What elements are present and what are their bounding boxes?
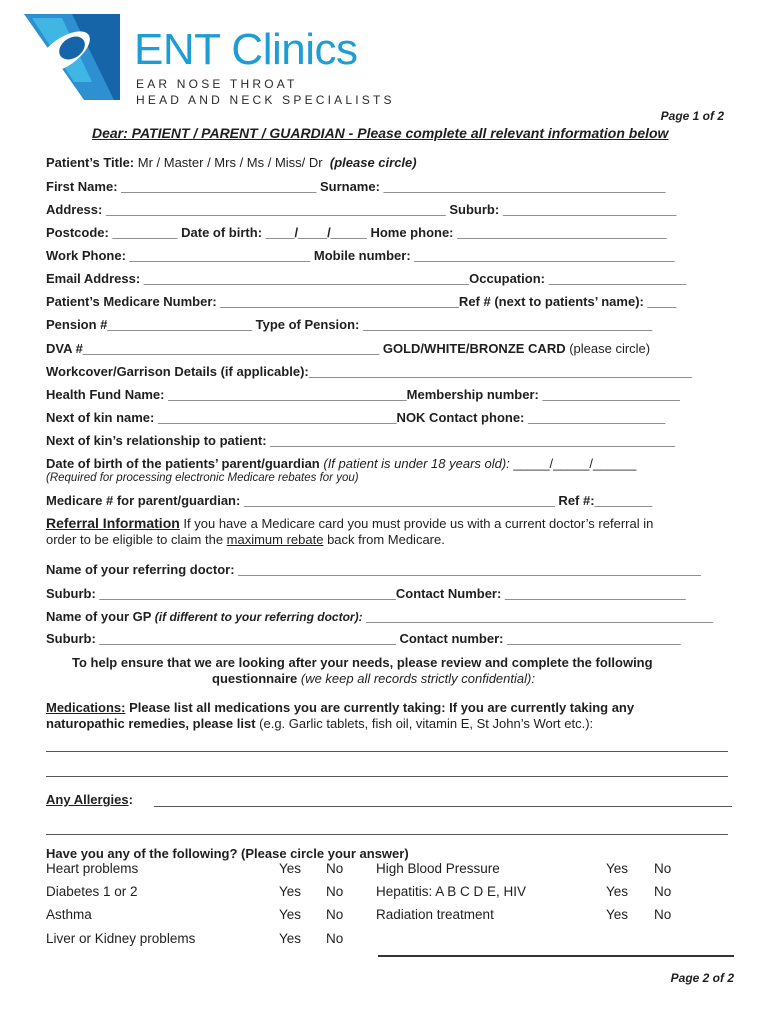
asthma-no-option[interactable]: No xyxy=(326,907,344,922)
email-field-row[interactable]: Email Address: _____________________________________________Occupation: ___________________ xyxy=(46,271,686,286)
heart-yes-option[interactable]: Yes xyxy=(279,861,302,876)
medicare-field-row[interactable]: Patient’s Medicare Number: _________________________________Ref # (next to patients’ name): ____ xyxy=(46,294,677,309)
heart-no-option[interactable]: No xyxy=(326,861,344,876)
radiation-yes-option[interactable]: Yes xyxy=(606,907,629,922)
allergies-title: Any Allergies xyxy=(46,792,129,807)
medications-prompt-1 xyxy=(46,700,634,715)
kin-relationship-field-row[interactable]: Next of kin’s relationship to patient: ________________________________________________________ xyxy=(46,433,676,448)
form-heading: Dear: PATIENT / PARENT / GUARDIAN - Please complete all relevant information below xyxy=(92,125,669,141)
medications-text: naturopathic remedies, please list xyxy=(46,716,256,731)
field-options: Mr / Master / Mrs / Ms / Miss/ Dr xyxy=(134,155,323,170)
field-note: (please circle) xyxy=(565,341,651,356)
condition-heart: Heart problems xyxy=(46,861,139,876)
medications-text: Please list all medications you are currently taking xyxy=(125,700,442,715)
diabetes-no-option[interactable]: No xyxy=(326,884,344,899)
referral-text: back from Medicare. xyxy=(323,532,445,547)
referral-intro xyxy=(46,515,653,531)
dva-field-row[interactable] xyxy=(46,341,650,356)
gp-suburb-field[interactable]: Suburb: _________________________________________ Contact number: ________________________ xyxy=(46,631,681,646)
conditions-title: Have you any of the following? (Please circle your answer) xyxy=(46,846,409,861)
field-label: DVA #_________________________________________ GOLD/WHITE/BRONZE CARD xyxy=(46,341,566,356)
medications-text: : If you are currently taking any xyxy=(441,700,635,715)
allergies-colon: : xyxy=(128,792,133,807)
page-number-bottom: Page 2 of 2 xyxy=(670,971,734,985)
intro-note: (we keep all records strictly confidential): xyxy=(297,671,535,686)
asthma-yes-option[interactable]: Yes xyxy=(279,907,302,922)
workcover-field-row[interactable]: Workcover/Garrison Details (if applicable):_____________________________________________________ xyxy=(46,364,692,379)
phone-field-row[interactable]: Work Phone: _________________________ Mobile number: ____________________________________ xyxy=(46,248,675,263)
field-label: Name of your GP xyxy=(46,609,152,624)
medications-answer-line[interactable] xyxy=(46,751,728,752)
medications-title: Medications: xyxy=(46,700,126,715)
blood-pressure-yes-option[interactable]: Yes xyxy=(606,861,629,876)
next-of-kin-field-row[interactable]: Next of kin name: _________________________________NOK Contact phone: ___________________ xyxy=(46,410,666,425)
brand-name: ENT Clinics xyxy=(134,25,358,74)
hepatitis-no-option[interactable]: No xyxy=(654,884,672,899)
postcode-dob-field-row[interactable]: Postcode: _________ Date of birth: ____/____/_____ Home phone: _____________________________ xyxy=(46,225,667,240)
field-label: Date of birth of the patients’ parent/guardian xyxy=(46,456,320,471)
field-label: Patient’s Title: xyxy=(46,155,135,170)
doctor-suburb-field[interactable]: Suburb: _________________________________________Contact Number: _________________________ xyxy=(46,586,686,601)
allergies-answer-line[interactable] xyxy=(154,806,732,807)
referring-doctor-field[interactable]: Name of your referring doctor: ________________________________________________________________ xyxy=(46,562,701,577)
diabetes-yes-option[interactable]: Yes xyxy=(279,884,302,899)
health-fund-field-row[interactable]: Health Fund Name: _________________________________Membership number: ___________________ xyxy=(46,387,680,402)
footer-divider xyxy=(378,955,734,957)
condition-asthma: Asthma xyxy=(46,907,92,922)
referral-text-2 xyxy=(46,532,445,547)
guardian-dob-field-row[interactable] xyxy=(46,456,636,471)
tagline-line-1: EAR NOSE THROAT xyxy=(136,77,298,91)
field-blank: ________________________________________________ xyxy=(362,609,714,624)
guardian-medicare-field-row[interactable]: Medicare # for parent/guardian: ___________________________________________ Ref #:________ xyxy=(46,493,653,508)
condition-diabetes: Diabetes 1 or 2 xyxy=(46,884,138,899)
condition-blood-pressure: High Blood Pressure xyxy=(376,861,500,876)
blood-pressure-no-option[interactable]: No xyxy=(654,861,672,876)
questionnaire-intro-1: To help ensure that we are looking after your needs, please review and complete the following xyxy=(72,655,653,670)
liver-no-option[interactable]: No xyxy=(326,931,344,946)
referral-title: Referral Information xyxy=(46,515,180,531)
field-note: (please circle) xyxy=(329,155,417,170)
medicare-rebate-note: (Required for processing electronic Medicare rebates for you) xyxy=(46,472,359,484)
page-number-top: Page 1 of 2 xyxy=(660,109,724,123)
condition-hepatitis: Hepatitis: A B C D E, HIV xyxy=(376,884,527,899)
field-note: (if different to your referring doctor): xyxy=(151,610,363,624)
pension-field-row[interactable]: Pension #____________________ Type of Pension: ________________________________________ xyxy=(46,317,653,332)
questionnaire-intro-2 xyxy=(212,671,535,686)
condition-liver-kidney: Liver or Kidney problems xyxy=(46,931,196,946)
field-note: (If patient is under 18 years old): xyxy=(319,456,510,471)
tagline-line-2: HEAD AND NECK SPECIALISTS xyxy=(136,93,395,107)
name-field-row[interactable]: First Name: ___________________________ Surname: _______________________________________ xyxy=(46,179,666,194)
medications-prompt-2 xyxy=(46,716,593,731)
field-blank: _____/_____/______ xyxy=(509,456,637,471)
medications-answer-line[interactable] xyxy=(46,776,728,777)
allergies-answer-line[interactable] xyxy=(46,834,728,835)
patient-title-field[interactable] xyxy=(46,155,417,170)
gp-name-field[interactable] xyxy=(46,609,713,624)
hepatitis-yes-option[interactable]: Yes xyxy=(606,884,629,899)
referral-text-1: If you have a Medicare card you must provide us with a current doctor’s referral in xyxy=(179,516,654,531)
referral-text: order to be eligible to claim the xyxy=(46,532,227,547)
liver-yes-option[interactable]: Yes xyxy=(279,931,302,946)
radiation-no-option[interactable]: No xyxy=(654,907,672,922)
medications-examples: (e.g. Garlic tablets, fish oil, vitamin E, St John’s Wort etc.): xyxy=(255,716,594,731)
allergies-label xyxy=(46,792,133,807)
intro-bold: questionnaire xyxy=(212,671,298,686)
condition-radiation: Radiation treatment xyxy=(376,907,494,922)
maximum-rebate-text: maximum rebate xyxy=(226,532,324,547)
address-field-row[interactable]: Address: _______________________________________________ Suburb: ________________________ xyxy=(46,202,677,217)
ent-clinics-logo-icon xyxy=(22,12,132,104)
